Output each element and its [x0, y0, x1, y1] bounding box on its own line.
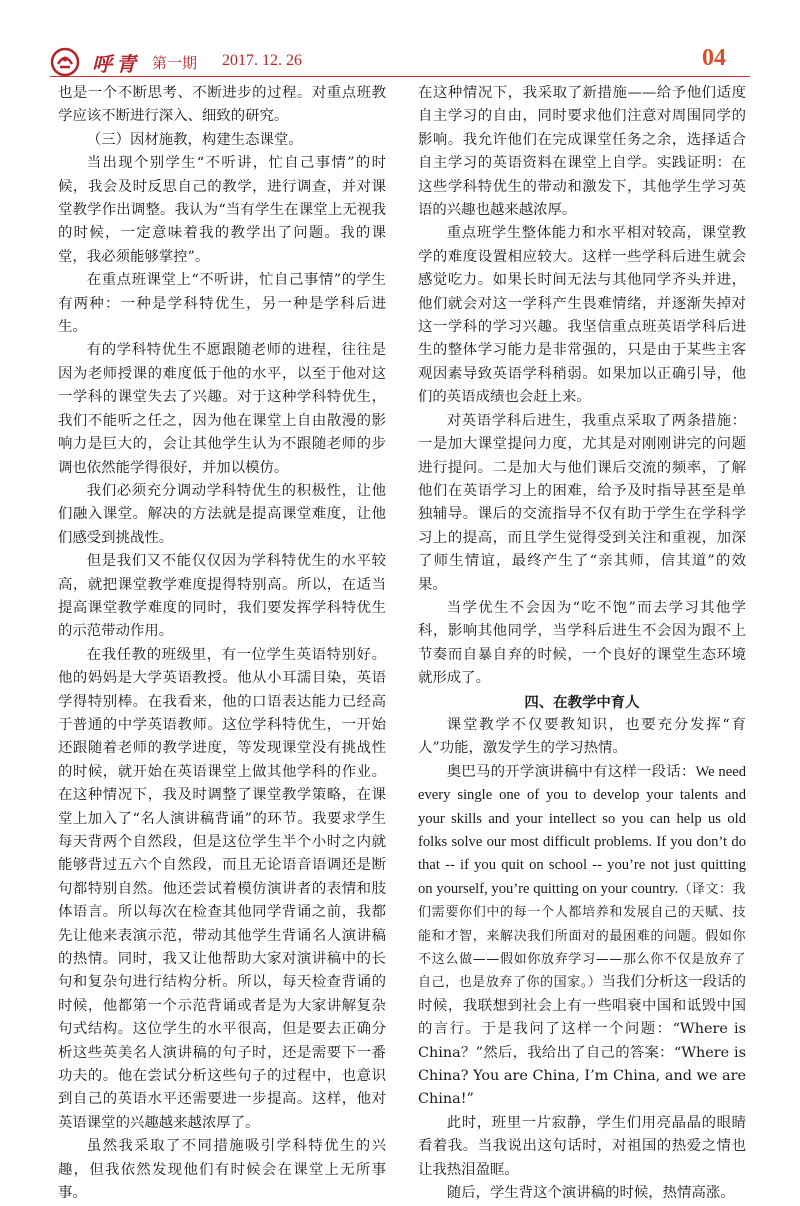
paragraph: 当出现个别学生“不听讲，忙自己事情”的时候，我会及时反思自己的教学，进行调查，并对课堂教学作出调整。我认为“当有学生在课堂上无视我的时候，一定意味着我的教学出了问题。我的课堂，我必须能够掌控”。	[58, 155, 386, 265]
left-column	[58, 82, 386, 1206]
right-column	[418, 82, 746, 1206]
paragraph: 在我任教的班级里，有一位学生英语特别好。他的妈妈是大学英语教授。他从小耳濡目染，英语学得特别棒。在我看来，他的口语表达能力已经高于普通的中学英语教师。这位学科特优生，一开始还跟随着老师的教学进度，等发现课堂没有挑战性的时候，就开始在英语课堂上做其他学科的作业。在这种情况下，我及时调整了课堂教学策略，在课堂上加入了“名人演讲稿背诵”的环节。我要求学生每天背两个自然段，但是这位学生半个小时之内就能够背过五六个自然段，而且无论语音语调还是断句都特别自然。他还尝试着模仿演讲者的表情和肢体语言。所以每次在检查其他同学背诵之前，我都先让他来表演示范，带动其他学生背诵名人演讲稿的热情。同时，我又让他帮助大家对演讲稿中的长句和复杂句进行结构分析。所以，每天检查背诵的时候，他都第一个示范背诵或者是为大家讲解复杂句式结构。这位学生的水平很高，但是要去正确分析这些英美名人演讲稿的句子时，还是需要下一番功夫的。他在尝试分析这些句子的过程中，也意识到自己的英语水平还需要进一步提高。这样，他对英语课堂的兴趣越来越浓厚了。	[58, 646, 386, 1131]
issue-label: 第一期	[152, 54, 198, 72]
paragraph: 但是我们又不能仅仅因为学科特优生的水平较高，就把课堂教学难度提得特别高。所以，在适当提高课堂教学难度的同时，我们要发挥学科特优生的示范带动作用。	[58, 553, 386, 640]
paragraph: 重点班学生整体能力和水平相对较高，课堂教学的难度设置相应较大。这样一些学科后进生就会感觉吃力。如果长时间无法与其他同学齐头并进，他们就会对这一学科产生畏难情绪，并逐渐失掉对这一学科的学习兴趣。我坚信重点班英语学科后进生的整体学习能力是非常强的，只是由于某些主客观因素导致英语学科稍弱。如果加以正确引导，他们的英语成绩也会赶上来。	[418, 225, 746, 406]
paragraph: 也是一个不断思考、不断进步的过程。对重点班教学应该不断进行深入、细致的研究。	[58, 85, 386, 125]
issue-date: 2017. 12. 26	[222, 52, 302, 69]
paragraph: 在这种情况下，我采取了新措施——给予他们适度自主学习的自由，同时要求他们注意对周围同学的影响。我允许他们在完成课堂任务之余，选择适合自主学习的英语资料在课堂上自学。实践证明：在这些学科特优生的带动和激发下，其他学生学习英语的兴趣也越来越浓厚。	[418, 85, 746, 219]
paragraph: 我们必须充分调动学科特优生的积极性，让他们融入课堂。解决的方法就是提高课堂难度，让他们感受到挑战性。	[58, 482, 386, 546]
paragraph: 虽然我采取了不同措施吸引学科特优生的兴趣，但我依然发现他们有时候会在课堂上无所事事。	[58, 1138, 386, 1202]
paragraph: 对英语学科后进生，我重点采取了两条措施：一是加大课堂提问力度，尤其是对刚刚讲完的问题进行提问。二是加大与他们课后交流的频率，了解他们在英语学习上的困难，给予及时指导甚至是单独辅导。课后的交流指导不仅有助于学生在学科学习上的提高，而且学生觉得受到关注和重视，加深了师生情谊，最终产生了“亲其师，信其道”的效果。	[418, 412, 746, 593]
page-header	[0, 0, 800, 82]
section-subheading: （三）因材施教，构建生态课堂。	[86, 131, 303, 148]
paragraph: 在重点班课堂上“不听讲，忙自己事情”的学生有两种：一种是学科特优生，另一种是学科后进生。	[58, 272, 386, 336]
paragraph: 随后，学生背这个演讲稿的时候，热情高涨。	[446, 1185, 735, 1202]
quote-intro: 奥巴马的开学演讲稿中有这样一段话：	[446, 763, 696, 780]
publication-name: 呼青	[92, 52, 140, 76]
quote-paragraph	[418, 761, 746, 1112]
header-divider	[50, 76, 750, 77]
page-number: 04	[702, 45, 726, 71]
quote-translation: （译文：我们需要你们中的每一个人都培养和发展自己的天赋、技能和才智，来解决我们所面对的最困难的问题。假如你不这么做——假如你放弃学习——那么你不仅是放弃了自己，也是放弃了你的国家。）	[418, 881, 746, 991]
quote-discussion: 当我们分析这一段话的时候，我联想到社会上有一些唱衰中国和诋毁中国的言行。于是我问了这样一个问题：“Where is China？”然后，我给出了自己的答案：“Where is China? You are China, I’m China, and we are China!”	[418, 974, 746, 1108]
emblem-icon	[50, 47, 80, 77]
section-heading: 四、在教学中育人	[524, 693, 640, 711]
paragraph: 当学优生不会因为“吃不饱”而去学习其他学科，影响其他同学，当学科后进生不会因为跟不上节奏而自暴自弃的时候，一个良好的课堂生态环境就形成了。	[418, 599, 746, 687]
paragraph: 课堂教学不仅要教知识，也要充分发挥“育人”功能，激发学生的学习热情。	[418, 716, 746, 757]
paragraph: 有的学科特优生不愿跟随老师的进程，往往是因为老师授课的难度低于他的水平，以至于他对这一学科的课堂失去了兴趣。对于这种学科特优生，我们不能听之任之，因为他在课堂上自由散漫的影响力是巨大的，会让其他学生认为不跟随老师的步调也依然能学得很好，并加以模仿。	[58, 342, 386, 476]
quote-english: We need every single one of you to develop your talents and your skills and your intellect so you can help us old folks solve our most difficult problems. If you don’t do that -- if you quit on school -- you’re not just quitting on yourself, you’re quitting on your country.	[418, 763, 746, 897]
paragraph: 此时，班里一片寂静，学生们用亮晶晶的眼睛看着我。当我说出这句话时，对祖国的热爱之情也让我热泪盈眶。	[418, 1114, 746, 1178]
